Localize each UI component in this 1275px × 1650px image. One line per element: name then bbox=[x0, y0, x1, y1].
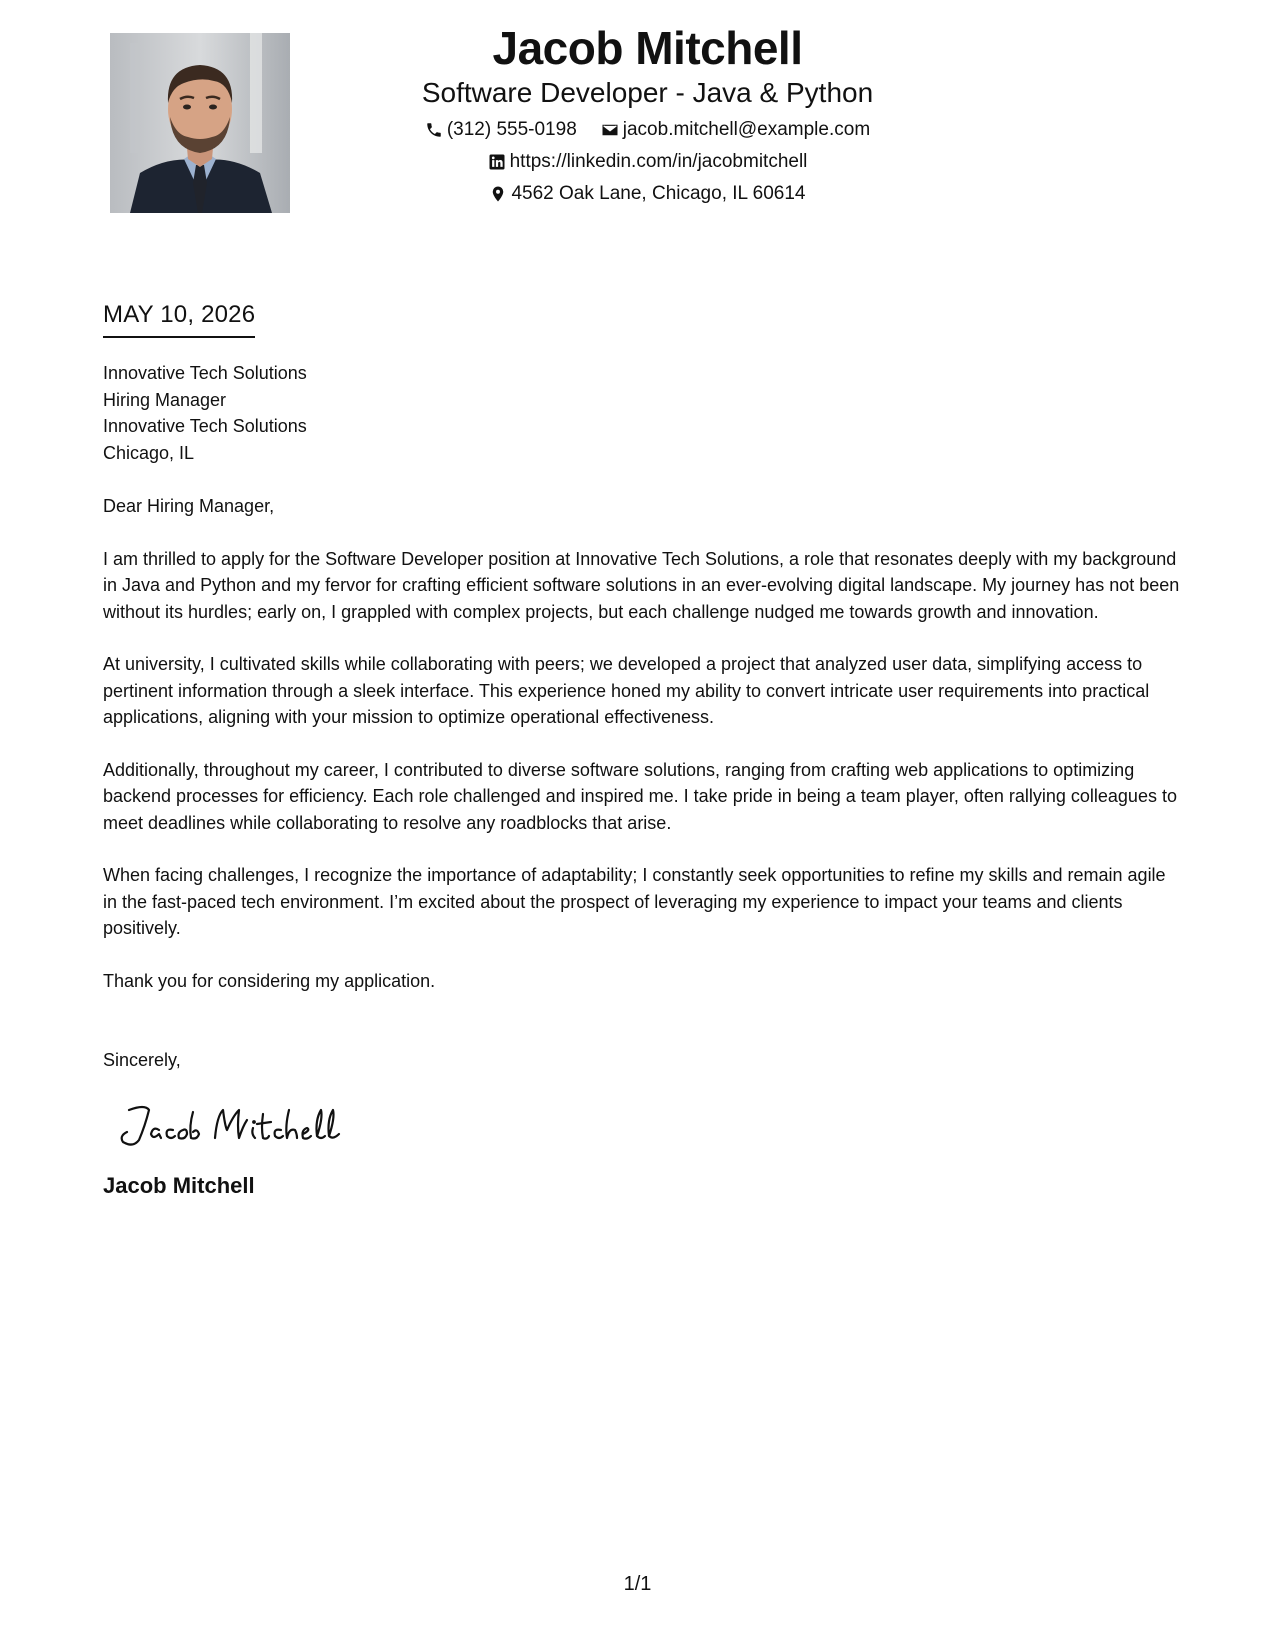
map-pin-icon bbox=[489, 185, 507, 203]
email-text: jacob.mitchell@example.com bbox=[622, 119, 871, 140]
address-contact bbox=[489, 182, 805, 206]
contact-line-address bbox=[320, 182, 975, 206]
linkedin-icon bbox=[488, 153, 506, 171]
handwritten-signature bbox=[115, 1096, 355, 1152]
body-paragraph: Additionally, throughout my career, I contributed to diverse software solutions, ranging from crafting web applications to optimizing backend processes for efficiency. Each role challenged and inspired me. I take pride in being a team player, often rallying colleagues to meet deadlines while collaborating to resolve any roadblocks that arise. bbox=[103, 759, 1177, 833]
body-paragraph: Thank you for considering my application. bbox=[103, 970, 436, 991]
applicant-name: Jacob Mitchell bbox=[492, 22, 803, 74]
salutation: Dear Hiring Manager, bbox=[103, 496, 275, 516]
recipient-address bbox=[103, 360, 1183, 466]
body-paragraph: At university, I cultivated skills while collaborating with peers; we developed a project that analyzed user data, simplifying access to pertinent information through a sleek interface. This experience honed my ability to convert intricate user requirements into practical applications, aligning with your mission to optimize operational effectiveness. bbox=[103, 654, 1150, 727]
body-paragraph: When facing challenges, I recognize the importance of adaptability; I constantly seek opportunities to refine my skills and remain agile in the fast-paced tech environment. I’m excited about the prospect of leveraging my experience to impact your teams and clients positively. bbox=[103, 865, 1166, 938]
phone-text: (312) 555-0198 bbox=[446, 119, 577, 140]
recipient-line: Chicago, IL bbox=[103, 442, 195, 463]
contact-line-linkedin bbox=[320, 150, 975, 174]
letter-date: MAY 10, 2026 bbox=[103, 300, 255, 338]
job-title: Software Developer - Java & Python bbox=[421, 77, 874, 108]
phone-contact bbox=[425, 118, 577, 142]
page-number: 1/1 bbox=[623, 1573, 652, 1595]
recipient-line: Innovative Tech Solutions bbox=[103, 363, 307, 383]
linkedin-contact bbox=[488, 150, 808, 174]
envelope-icon bbox=[601, 121, 619, 139]
body-paragraph: I am thrilled to apply for the Software Developer position at Innovative Tech Solutions, a role that resonates deeply with my background in Java and Python and my fervor for crafting efficient software solutions in an ever-evolving digital landscape. My journey has not been without its hurdles; early on, I grappled with complex projects, but each challenge nudged me towards growth and innovation. bbox=[103, 548, 1180, 622]
profile-photo bbox=[110, 33, 290, 213]
recipient-line: Hiring Manager bbox=[103, 389, 227, 410]
letter-body bbox=[103, 360, 1183, 1200]
contact-line-phone-email bbox=[320, 118, 975, 142]
address-text: 4562 Oak Lane, Chicago, IL 60614 bbox=[511, 183, 806, 204]
linkedin-text: https://linkedin.com/in/jacobmitchell bbox=[509, 151, 808, 172]
closing: Sincerely, bbox=[103, 1050, 181, 1070]
signer-name: Jacob Mitchell bbox=[103, 1172, 255, 1198]
header bbox=[320, 20, 975, 206]
recipient-line: Innovative Tech Solutions bbox=[103, 416, 307, 436]
phone-icon bbox=[425, 121, 443, 139]
email-contact bbox=[601, 118, 870, 142]
